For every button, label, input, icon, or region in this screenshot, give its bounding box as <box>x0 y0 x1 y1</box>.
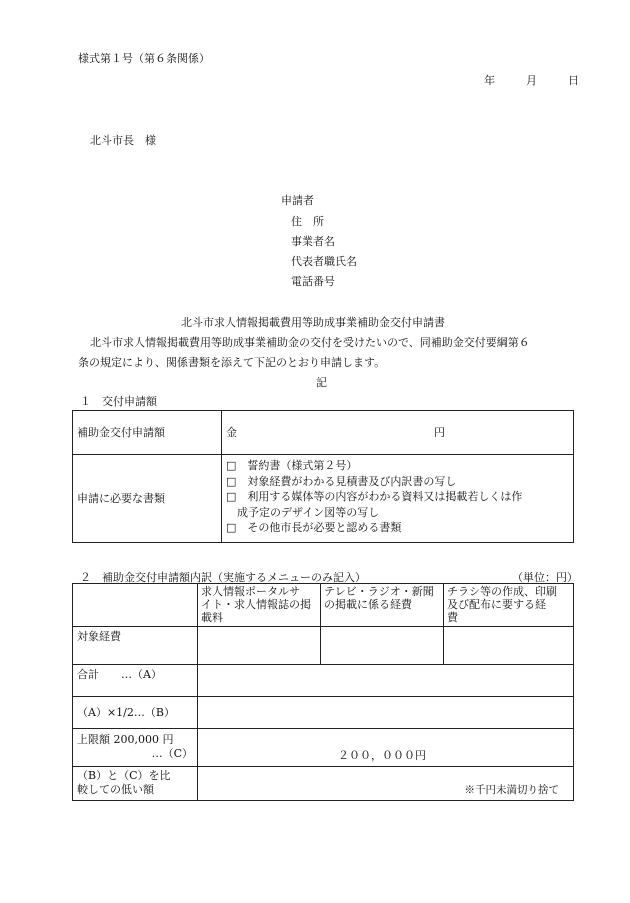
date-year: 年 <box>484 74 495 87</box>
docs-label: 申請に必要な書類 <box>73 455 222 543</box>
section2-heading: ２ 補助金交付申請額内訳（実施するメニューのみ記入） <box>80 571 366 584</box>
half-field[interactable] <box>198 697 574 729</box>
rounding-note: ※千円未満切り捨て <box>464 784 559 796</box>
total-field[interactable] <box>198 665 574 697</box>
amount-label: 補助金交付申請額 <box>73 411 222 455</box>
body-text-line2: 条の規定により、関係書類を添えて下記のとおり申請します。 <box>78 356 386 369</box>
breakdown-table <box>72 583 574 801</box>
section1-heading: １ 交付申請額 <box>80 395 157 408</box>
applicant-phone: 電話番号 <box>291 275 335 288</box>
application-amount-table <box>72 410 574 543</box>
docs-list <box>222 455 574 543</box>
row-label-compare: （B）と（C）を比 較しての低い額 <box>73 767 198 801</box>
col-header-media: テレビ・ラジオ・新聞 の掲載に係る経費 <box>321 584 444 627</box>
unit-note: （単位：円） <box>512 571 578 584</box>
col-header-portal: 求人情報ポータルサ イト・求人情報誌の掲 載料 <box>198 584 321 627</box>
applicant-heading: 申請者 <box>281 194 314 207</box>
row-label-half: （A）×1/2…（B） <box>73 697 198 729</box>
col-header-flyer: チラシ等の作成、印刷 及び配布に要する経 費 <box>444 584 574 627</box>
doc-item[interactable]: □ 誓約書（様式第２号） <box>226 459 358 472</box>
header-blank <box>73 584 198 627</box>
applicant-representative: 代表者職氏名 <box>291 255 357 268</box>
row-label-total: 合計 …（A） <box>73 665 198 697</box>
addressee: 北斗市長 様 <box>90 134 156 147</box>
amount-prefix: 金 <box>226 425 237 439</box>
amount-field[interactable] <box>222 411 574 455</box>
applicant-business-name: 事業者名 <box>291 235 335 248</box>
form-number: 様式第１号（第６条関係） <box>78 52 210 65</box>
compare-field[interactable] <box>198 767 574 801</box>
ki-mark: 記 <box>316 376 327 389</box>
date-line <box>484 72 579 88</box>
row-label-target: 対象経費 <box>73 627 198 665</box>
amount-unit: 円 <box>434 425 445 439</box>
doc-item-continued: 成予定のデザイン図等の写し <box>226 505 380 519</box>
doc-item[interactable]: □ その他市長が必要と認める書類 <box>226 521 402 534</box>
target-flyer-field[interactable] <box>444 627 574 665</box>
date-month: 月 <box>526 74 537 87</box>
target-media-field[interactable] <box>321 627 444 665</box>
limit-value: ２００，０００円 <box>198 729 574 767</box>
doc-item[interactable]: □ 対象経費がわかる見積書及び内訳書の写し <box>226 474 457 488</box>
row-label-limit: 上限額 200,000 円 …（C） <box>73 729 198 767</box>
body-text-line1: 北斗市求人情報掲載費用等助成事業補助金の交付を受けたいので、同補助金交付要綱第６ <box>90 336 530 349</box>
document-title: 北斗市求人情報掲載費用等助成事業補助金交付申請書 <box>181 316 445 329</box>
date-day: 日 <box>568 74 579 87</box>
target-portal-field[interactable] <box>198 627 321 665</box>
doc-item[interactable]: □ 利用する媒体等の内容がわかる資料又は掲載若しくは作 <box>226 490 523 503</box>
applicant-address: 住 所 <box>291 215 324 228</box>
